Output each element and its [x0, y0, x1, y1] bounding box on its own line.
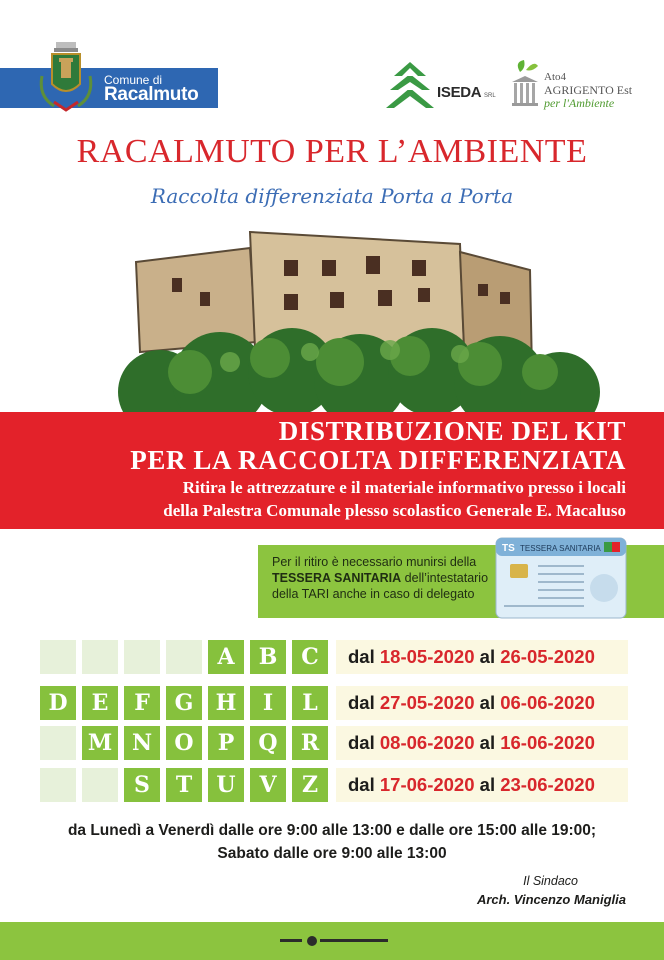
- letter-cell-empty: [40, 640, 76, 674]
- ato-line-1: Ato4: [544, 71, 566, 83]
- letter-cell: H: [208, 686, 244, 720]
- info-text-3: della TARI anche in caso di delegato: [272, 587, 475, 601]
- comune-label-big: Racalmuto: [104, 84, 199, 105]
- hours-saturday: Sabato dalle ore 9:00 alle 13:00: [217, 845, 447, 862]
- info-text: [272, 554, 502, 602]
- letter-cell: I: [250, 686, 286, 720]
- letter-cell: U: [208, 768, 244, 802]
- info-text-2: dell’intestatario: [401, 571, 489, 585]
- letter-cell: F: [124, 686, 160, 720]
- date-to: 16-06-2020: [500, 732, 595, 753]
- date-to: 23-06-2020: [500, 774, 595, 795]
- letter-cell: V: [250, 768, 286, 802]
- ato-agrigento-logo-icon: [508, 58, 542, 112]
- date-to: 06-06-2020: [500, 692, 595, 713]
- letter-cell: C: [292, 640, 328, 674]
- letter-cell: T: [166, 768, 202, 802]
- hours-weekdays: da Lunedì a Venerdì dalle ore 9:00 alle 13:00 e dalle ore 15:00 alle 19:00;: [67, 822, 597, 839]
- date-from: 27-05-2020: [379, 692, 475, 713]
- page-title: RACALMUTO PER L’AMBIENTE: [76, 133, 588, 170]
- date-range: [336, 726, 628, 760]
- iseda-name: ISEDA: [437, 84, 482, 101]
- letter-cell: D: [40, 686, 76, 720]
- letter-cell-empty: [166, 640, 202, 674]
- comune-label-small: Comune di: [104, 73, 163, 87]
- date-range: [336, 686, 628, 720]
- date-to: 26-05-2020: [500, 646, 595, 667]
- health-card-image: [494, 536, 628, 620]
- letter-cell: B: [250, 640, 286, 674]
- page-subtitle: Raccolta differenziata Porta a Porta: [150, 184, 514, 208]
- banner-text-1: Ritira le attrezzature e il materiale informativo presso i locali: [182, 478, 626, 497]
- iseda-logo-icon: [386, 60, 434, 112]
- date-from: 08-06-2020: [379, 732, 475, 753]
- letter-cell-empty: [124, 640, 160, 674]
- castle-illustration: [60, 222, 620, 418]
- letter-cell: Q: [250, 726, 286, 760]
- schedule-row: [40, 768, 630, 802]
- banner-heading-2: PER LA RACCOLTA DIFFERENZIATA: [130, 445, 626, 475]
- signature-title: Il Sindaco: [523, 874, 578, 888]
- letter-cell: Z: [292, 768, 328, 802]
- info-text-bold: TESSERA SANITARIA: [272, 571, 402, 585]
- date-to-label: al: [479, 732, 496, 753]
- letter-cell: R: [292, 726, 328, 760]
- date-from-label: dal: [348, 774, 375, 795]
- letter-cell: M: [82, 726, 118, 760]
- letter-cell: E: [82, 686, 118, 720]
- health-card-title: TESSERA SANITARIA: [520, 544, 601, 553]
- schedule-row: [40, 726, 630, 760]
- date-from-label: dal: [348, 646, 375, 667]
- letter-cell: G: [166, 686, 202, 720]
- letter-cell: A: [208, 640, 244, 674]
- date-range: [336, 640, 628, 674]
- date-from: 17-06-2020: [379, 774, 475, 795]
- svg-text:TS: TS: [502, 543, 515, 554]
- letter-cell: L: [292, 686, 328, 720]
- comune-label: [100, 72, 216, 106]
- date-to-label: al: [479, 692, 496, 713]
- distribution-banner: [0, 412, 664, 529]
- letter-cell-empty: [82, 640, 118, 674]
- date-from-label: dal: [348, 732, 375, 753]
- banner-text-2: della Palestra Comunale plesso scolastico Generale E. Macaluso: [163, 501, 626, 520]
- date-range: [336, 768, 628, 802]
- letter-cell: S: [124, 768, 160, 802]
- letter-cell-empty: [40, 768, 76, 802]
- letter-cell-empty: [40, 726, 76, 760]
- ato-line-2: AGRIGENTO Est: [544, 83, 633, 97]
- schedule-row: [40, 640, 630, 674]
- iseda-suffix: SRL: [484, 93, 496, 99]
- date-from: 18-05-2020: [379, 646, 475, 667]
- date-from-label: dal: [348, 692, 375, 713]
- date-to-label: al: [479, 646, 496, 667]
- printer-mark-logo: [280, 934, 390, 948]
- letter-cell: N: [124, 726, 160, 760]
- banner-heading-1: DISTRIBUZIONE DEL KIT: [278, 416, 626, 446]
- schedule-row: [40, 686, 630, 720]
- letter-cell: P: [208, 726, 244, 760]
- date-to-label: al: [479, 774, 496, 795]
- racalmuto-crest-logo: [34, 40, 98, 118]
- info-text-1: Per il ritiro è necessario munirsi della: [272, 555, 477, 569]
- letter-cell-empty: [82, 768, 118, 802]
- letter-cell: O: [166, 726, 202, 760]
- ato-line-3: per l'Ambiente: [544, 96, 615, 110]
- signature-name: Arch. Vincenzo Maniglia: [476, 892, 626, 907]
